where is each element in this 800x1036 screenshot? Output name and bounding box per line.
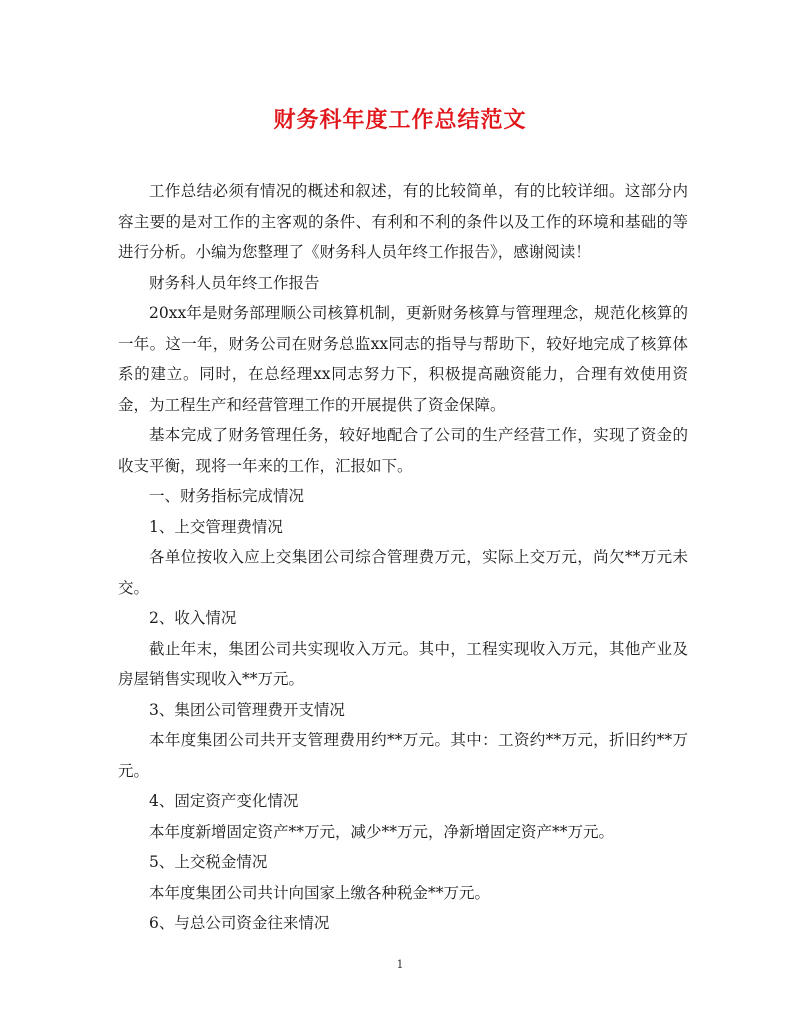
paragraph: 各单位按收入应上交集团公司综合管理费万元，实际上交万元，尚欠**万元未交。 xyxy=(118,548,688,597)
subsection-heading: 4、固定资产变化情况 xyxy=(149,792,299,810)
paragraph: 截止年末，集团公司共实现收入万元。其中，工程实现收入万元，其他产业及房屋销售实现收入**万元。 xyxy=(118,639,688,688)
subsection-heading: 2、收入情况 xyxy=(149,609,237,627)
paragraph: 本年度集团公司共计向国家上缴各种税金**万元。 xyxy=(149,883,491,902)
subsection-heading: 1、上交管理费情况 xyxy=(149,517,283,536)
document-body xyxy=(118,176,688,939)
document-title: 财务科年度工作总结范文 xyxy=(273,107,527,133)
paragraph-report-title: 财务科人员年终工作报告 xyxy=(149,273,320,292)
subsection-heading: 3、集团公司管理费开支情况 xyxy=(149,700,345,719)
subsection-heading: 6、与总公司资金往来情况 xyxy=(149,914,330,932)
section-heading: 一、财务指标完成情况 xyxy=(149,487,305,505)
paragraph: 本年度新增固定资产**万元，减少**万元，净新增固定资产**万元。 xyxy=(149,822,615,841)
paragraph-completion: 基本完成了财务管理任务，较好地配合了公司的生产经营工作，实现了资金的收支平衡，现将一年来的工作，汇报如下。 xyxy=(118,426,688,475)
paragraph-intro: 工作总结必须有情况的概述和叙述，有的比较简单，有的比较详细。这部分内容主要的是对工作的主客观的条件、有利和不利的条件以及工作的环境和基础的等进行分析。小编为您整理了《财务科人员年终工作报告》，感谢阅读！ xyxy=(118,182,688,261)
paragraph: 本年度集团公司共开支管理费用约**万元。其中：工资约**万元，折旧约**万元。 xyxy=(118,731,688,780)
subsection-heading: 5、上交税金情况 xyxy=(149,853,268,871)
paragraph-summary: 20xx年是财务部理顺公司核算机制，更新财务核算与管理理念，规范化核算的一年。这一年，财务公司在财务总监xx同志的指导与帮助下，较好地完成了核算体系的建立。同时，在总经理xx同志努力下，积极提高融资能力，合理有效使用资金，为工程生产和经营管理工作的开展提供了资金保障。 xyxy=(118,304,688,414)
page-number: 1 xyxy=(396,958,404,971)
